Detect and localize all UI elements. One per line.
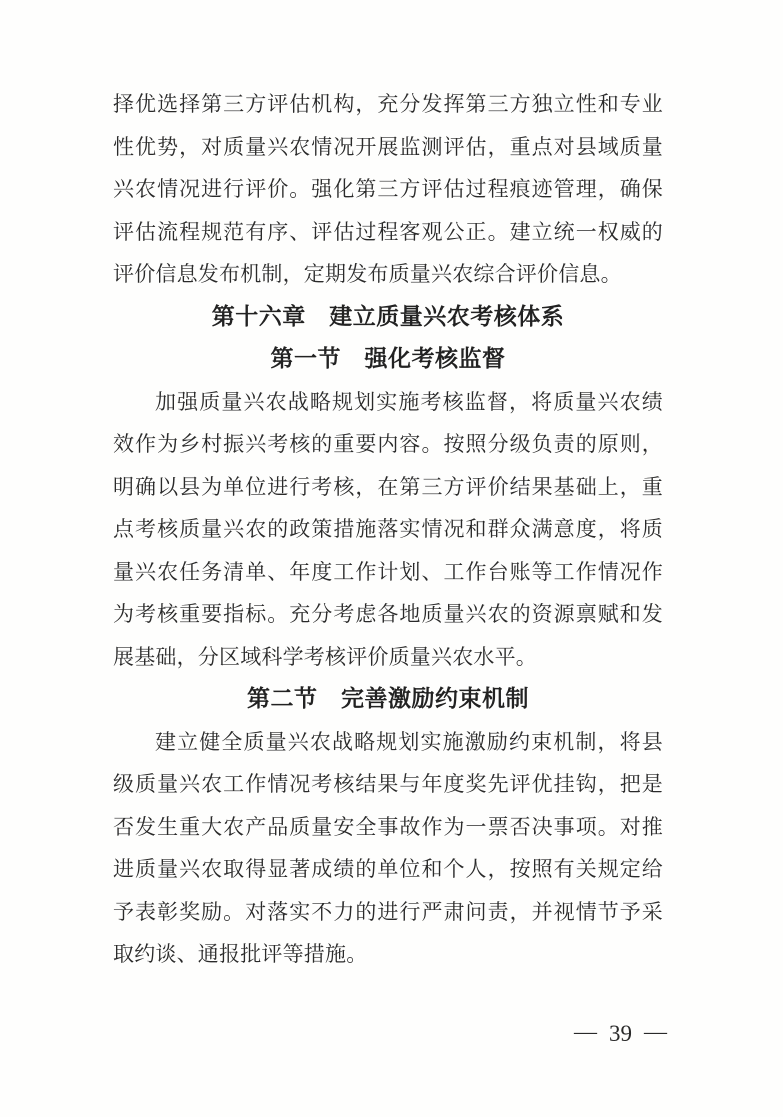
paragraph-continuation: 择优选择第三方评估机构，充分发挥第三方独立性和专业性优势，对质量兴农情况开展监测评估，重点对县域质量兴农情况进行评价。强化第三方评估过程痕迹管理，确保评估流程规范有序、评估过程客观公正。建立统一权威的评价信息发布机制，定期发布质量兴农综合评价信息。 <box>113 92 663 286</box>
footer-dash-right: — <box>644 1019 667 1044</box>
page-body <box>113 83 663 976</box>
chapter-heading: 第十六章 建立质量兴农考核体系 <box>211 303 565 329</box>
section-2-heading: 第二节 完善激励约束机制 <box>247 686 529 711</box>
page-number: 39 <box>609 1021 632 1046</box>
section-1-heading: 第一节 强化考核监督 <box>270 346 506 371</box>
section-1-paragraph: 加强质量兴农战略规划实施考核监督，将质量兴农绩效作为乡村振兴考核的重要内容。按照分级负责的原则，明确以县为单位进行考核，在第三方评价结果基础上，重点考核质量兴农的政策措施落实情况和群众满意度，将质量兴农任务清单、年度工作计划、工作台账等工作情况作为考核重要指标。充分考虑各地质量兴农的资源禀赋和发展基础，分区域科学考核评价质量兴农水平。 <box>113 389 663 669</box>
section-2-paragraph: 建立健全质量兴农战略规划实施激励约束机制，将县级质量兴农工作情况考核结果与年度奖先评优挂钩，把是否发生重大农产品质量安全事故作为一票否决事项。对推进质量兴农取得显著成绩的单位和个人，按照有关规定给予表彰奖励。对落实不力的进行严肃问责，并视情节予采取约谈、通报批评等措施。 <box>113 729 663 966</box>
page-footer <box>574 1020 667 1048</box>
footer-dash-left: — <box>574 1019 597 1044</box>
